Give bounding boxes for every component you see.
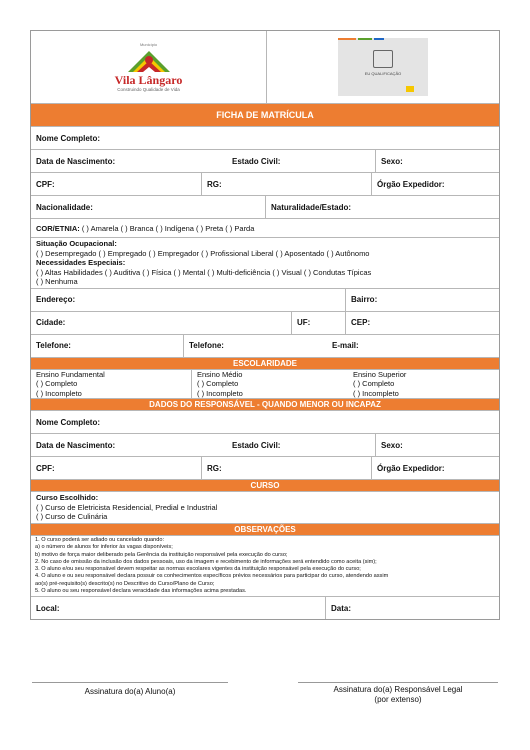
qualificacao-label: EU QUALIFICAÇÃO — [364, 71, 402, 76]
uf-field[interactable]: UF: — [291, 312, 345, 334]
endereco-field[interactable]: Endereço: — [36, 295, 76, 305]
curso-eletricista-option[interactable]: ( ) Curso de Eletricista Residencial, Predial e Industrial — [36, 502, 218, 512]
cidade-field[interactable]: Cidade: — [36, 318, 66, 328]
obs-line: 1. O curso poderá ser adiado ou cancelado quando: — [35, 536, 165, 543]
observacoes-block — [31, 535, 499, 596]
bandeira-icon — [406, 86, 414, 92]
resp-cpf-field[interactable]: CPF: — [36, 463, 55, 473]
rg-field[interactable]: RG: — [201, 173, 371, 195]
row-nacionalidade — [31, 195, 499, 218]
logo-tagline: Construindo Qualidade de Vida — [117, 87, 180, 92]
row-cidade — [31, 311, 499, 334]
qualificacao-box — [266, 31, 499, 103]
cor-label: COR/ETNIA: — [36, 223, 80, 233]
row-telefone — [31, 334, 499, 357]
signature-responsavel — [298, 682, 498, 705]
ocupacao-label: Situação Ocupacional: — [36, 239, 117, 248]
nacionalidade-field[interactable]: Nacionalidade: — [36, 202, 93, 212]
obs-line: 3. O aluno e/ou seu responsável devem respeitar as normas escolares vigentes da instituição responsável pela execução do curso; — [35, 566, 361, 573]
curso-culinaria-option[interactable]: ( ) Curso de Culinária — [36, 512, 108, 522]
row-cpf — [31, 172, 499, 195]
signature-resp-sublabel: (por extenso) — [374, 695, 422, 704]
row-local-data — [31, 596, 499, 619]
telefone1-field[interactable]: Telefone: — [36, 341, 71, 351]
obs-line: a) o número de alunos for inferior às vagas disponíveis; — [35, 544, 173, 551]
necessidades-label: Necessidades Especiais: — [36, 258, 126, 268]
row-resp-nome — [31, 410, 499, 433]
resp-rg-field[interactable]: RG: — [201, 457, 371, 479]
naturalidade-field[interactable]: Naturalidade/Estado: — [265, 196, 499, 218]
logo-emblem-icon — [124, 48, 174, 74]
curso-header: CURSO — [31, 479, 499, 491]
telefone2-field[interactable]: Telefone: — [183, 335, 327, 357]
obs-line: 4. O aluno e ou seu responsável declara possuir os conhecimentos específicos prévios necessários para participar do curso, atendendo assim — [35, 573, 389, 580]
superior-completo[interactable]: ( ) Completo — [353, 379, 395, 389]
cor-options[interactable]: ( ) Amarela ( ) Branca ( ) Indígena ( ) Preta ( ) Parda — [81, 223, 255, 233]
medio-incompleto[interactable]: ( ) Incompleto — [197, 388, 243, 398]
qualificacao-icon — [373, 50, 393, 68]
responsavel-header: DADOS DO RESPONSÁVEL - QUANDO MENOR OU INCAPAZ — [31, 398, 499, 410]
obs-line: ao(s) pré-requisito(s) descrito(s) no Descritivo do Curso/Plano de Curso; — [35, 580, 215, 587]
row-cor — [31, 218, 499, 237]
resp-nascimento-field[interactable]: Data de Nascimento: — [36, 440, 116, 450]
ocupacao-block — [31, 237, 499, 288]
superior-incompleto[interactable]: ( ) Incompleto — [353, 388, 399, 398]
form-header — [31, 31, 499, 103]
vila-langaro-logo — [31, 31, 266, 103]
ocupacao-options[interactable]: ( ) Desempregado ( ) Empregado ( ) Empregador ( ) Profissional Liberal ( ) Aposentado ( ) Autônomo — [36, 248, 370, 258]
row-resp-cpf — [31, 456, 499, 479]
ensino-superior-label: Ensino Superior — [353, 369, 407, 379]
nome-completo-field[interactable]: Nome Completo: — [36, 133, 100, 143]
necessidades-options[interactable]: ( ) Altas Habilidades ( ) Auditiva ( ) Física ( ) Mental ( ) Multi-deficiência ( ) Visual ( ) Condutas Típicas — [36, 267, 372, 277]
row-nascimento — [31, 149, 499, 172]
signature-resp-label: Assinatura do(a) Responsável Legal — [333, 685, 463, 694]
escolaridade-block — [31, 369, 499, 398]
enrollment-form — [30, 30, 500, 620]
orgao-expedidor-field[interactable]: Órgão Expedidor: — [371, 173, 499, 195]
form-title: FICHA DE MATRÍCULA — [31, 103, 499, 126]
data-nascimento-field[interactable]: Data de Nascimento: — [36, 156, 116, 166]
obs-line: 2. No caso de omissão da inclusão dos dados pessoais, uso da imagem e recebimento de informações será entendido como aceita (sim); — [35, 558, 377, 565]
bairro-field[interactable]: Bairro: — [345, 289, 499, 311]
municipio-label: Município — [139, 42, 158, 47]
qualificacao-card — [338, 38, 428, 96]
obs-line: b) motivo de força maior deliberado pela Gerência da instituição responsável pela execução do curso; — [35, 551, 288, 558]
email-field[interactable]: E-mail: — [332, 341, 359, 351]
row-endereco — [31, 288, 499, 311]
fundamental-completo[interactable]: ( ) Completo — [36, 379, 78, 389]
logo-name: Vila Lângaro — [114, 73, 183, 87]
necessidades-nenhuma[interactable]: ( ) Nenhuma — [36, 277, 78, 287]
resp-sexo-field[interactable]: Sexo: — [375, 434, 499, 456]
row-nome — [31, 126, 499, 149]
ensino-fundamental-label: Ensino Fundamental — [36, 369, 105, 379]
ensino-medio-label: Ensino Médio — [197, 369, 243, 379]
resp-nome-field[interactable]: Nome Completo: — [36, 417, 100, 427]
observacoes-header: OBSERVAÇÕES — [31, 523, 499, 535]
data-field[interactable]: Data: — [325, 597, 499, 619]
resp-estado-civil-field[interactable]: Estado Civil: — [232, 440, 281, 450]
estado-civil-field[interactable]: Estado Civil: — [232, 156, 281, 166]
sexo-field[interactable]: Sexo: — [375, 150, 499, 172]
cpf-field[interactable]: CPF: — [36, 179, 55, 189]
fundamental-incompleto[interactable]: ( ) Incompleto — [36, 388, 82, 398]
resp-orgao-field[interactable]: Órgão Expedidor: — [371, 457, 499, 479]
cep-field[interactable]: CEP: — [345, 312, 499, 334]
medio-completo[interactable]: ( ) Completo — [197, 379, 239, 389]
row-resp-nascimento — [31, 433, 499, 456]
obs-line: 5. O aluno ou seu responsável declara veracidade das informações acima prestadas. — [35, 588, 247, 595]
curso-block — [31, 491, 499, 523]
escolaridade-header: ESCOLARIDADE — [31, 357, 499, 369]
signature-aluno — [32, 682, 228, 696]
signature-aluno-label: Assinatura do(a) Aluno(a) — [84, 687, 176, 696]
local-field[interactable]: Local: — [36, 603, 60, 613]
curso-label: Curso Escolhido: — [36, 493, 99, 503]
